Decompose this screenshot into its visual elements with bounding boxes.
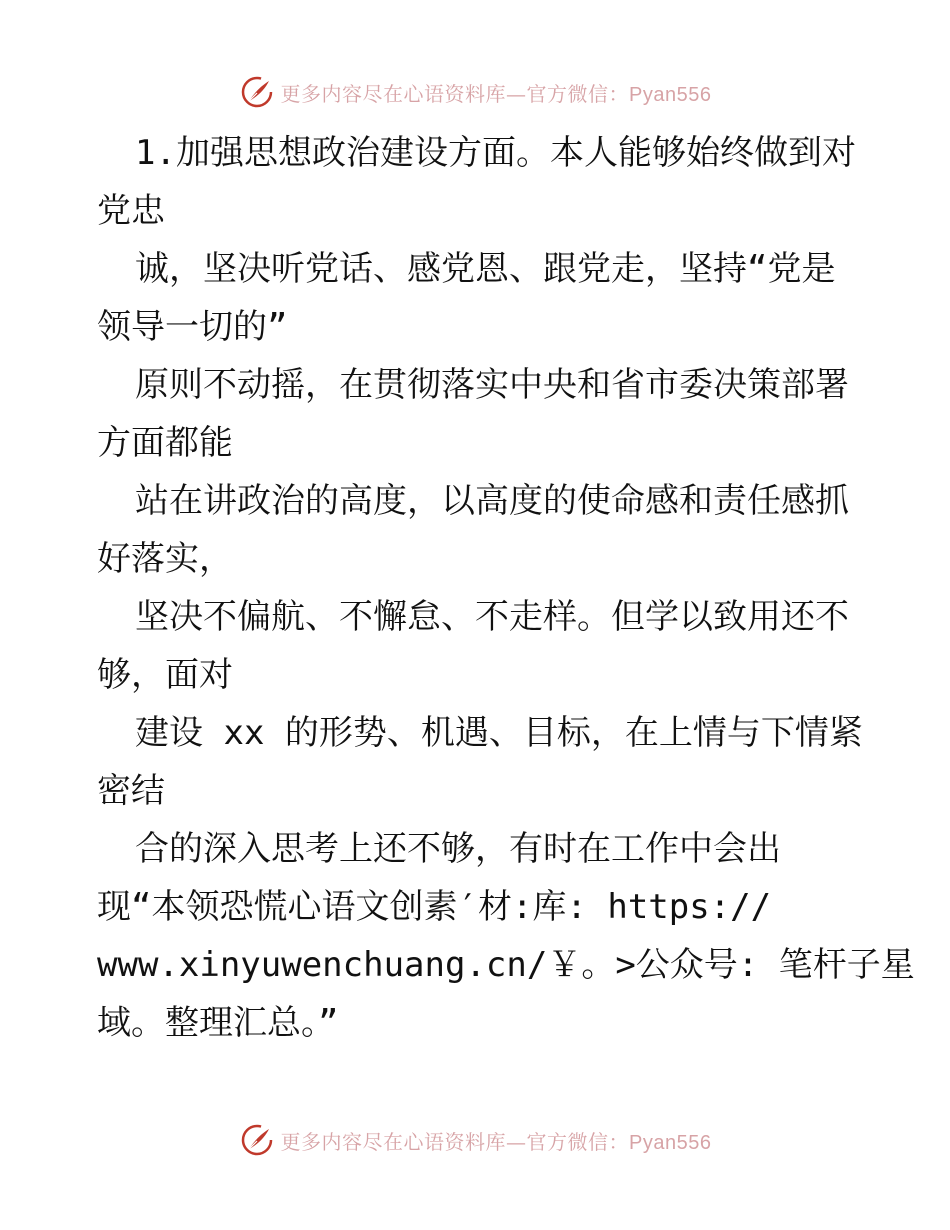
- feather-pen-circle-icon: [239, 1122, 275, 1158]
- watermark-wechat-id: Pyan556: [629, 1131, 712, 1154]
- body-text-line: 够，面对: [97, 655, 233, 695]
- body-text-line: 好落实，: [97, 539, 233, 579]
- body-text-line: 诚，坚决听党话、感党恩、跟党走，坚持“党是: [135, 249, 836, 289]
- watermark-dash: —: [506, 1129, 527, 1154]
- watermark-main-text: 更多内容尽在心语资料库: [280, 81, 507, 106]
- feather-pen-circle-icon: [239, 74, 275, 110]
- body-text-line: 领导一切的”: [97, 307, 288, 347]
- footer-watermark: [0, 1118, 950, 1162]
- watermark-official-label: 官方微信：: [526, 1129, 630, 1154]
- watermark-wechat-id: Pyan556: [629, 83, 712, 106]
- body-text-line: 现“本领恐慌心语文创素′材:库: https://: [97, 887, 772, 927]
- watermark-official-label: 官方微信：: [526, 81, 630, 106]
- body-text-line: 坚决不偏航、不懈怠、不走样。但学以致用还不: [135, 597, 849, 637]
- body-text-line: 1.加强思想政治建设方面。本人能够始终做到对: [135, 133, 856, 173]
- document-body: [97, 124, 915, 1052]
- body-text-line: 密结: [97, 771, 165, 811]
- body-text-line: www.xinyuwenchuang.cn/￥。>公众号: 笔杆子星: [97, 945, 915, 985]
- body-text-line: 站在讲政治的高度，以高度的使命感和责任感抓: [135, 481, 849, 521]
- body-text-line: 建设 xx 的形势、机遇、目标，在上情与下情紧: [135, 713, 863, 753]
- body-text-line: 党忠: [97, 191, 165, 231]
- watermark-dash: —: [506, 81, 527, 106]
- body-text-line: 方面都能: [97, 423, 233, 463]
- header-watermark: [0, 70, 950, 114]
- body-text-line: 原则不动摇，在贯彻落实中央和省市委决策部署: [135, 365, 849, 405]
- body-text-line: 域。整理汇总。”: [97, 1003, 339, 1043]
- body-text-line: 合的深入思考上还不够，有时在工作中会出: [135, 829, 781, 869]
- watermark-main-text: 更多内容尽在心语资料库: [280, 1129, 507, 1154]
